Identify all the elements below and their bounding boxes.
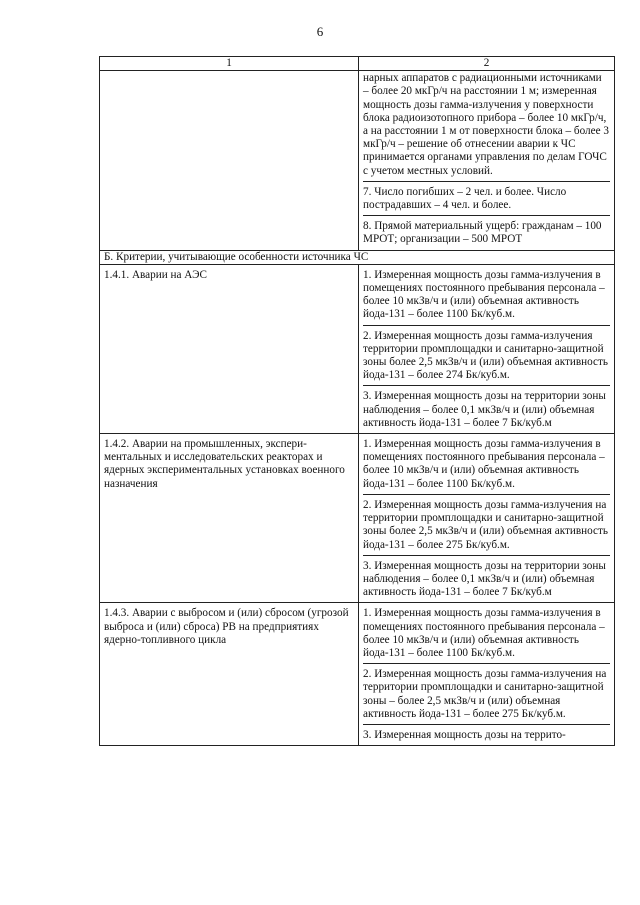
criteria-table: [99, 56, 615, 746]
row-label: 1.4.3. Аварии с выбросом и (или) сбросом (угрозой выброса и (или) сброса) РВ на предприятиях ядерно-топливного цикла: [100, 603, 359, 746]
column-header-2: 2: [359, 57, 615, 71]
column-header-row: [100, 57, 615, 71]
section-title: Б. Критерии, учитывающие особенности источника ЧС: [100, 250, 615, 264]
criterion-item: 3. Измеренная мощность дозы на террито-: [363, 728, 566, 741]
criterion-item: 1. Измеренная мощность дозы гамма-излучения в помещениях постоянного пребывания персонала – более 10 мкЗв/ч и (или) объемная активность йода-131 – более 1100 Бк/куб.м.: [363, 265, 610, 326]
criteria-cell: [359, 71, 615, 250]
table-row: [100, 71, 615, 250]
table-row: [100, 264, 615, 433]
criterion-item: 3. Измеренная мощность дозы на территории зоны наблюдения – более 0,1 мкЗв/ч и (или) объемная активность йода-131 – более 7 Бк/куб.м: [363, 559, 606, 599]
criterion-item: 2. Измеренная мощность дозы гамма-излучения на территории промплощадки и санитарно-защитной зоны более 2,5 мкЗв/ч и (или) объемная активность йода-131 – более 275 Бк/куб.м.: [363, 495, 610, 556]
section-row: [100, 250, 615, 264]
table-row: [100, 603, 615, 746]
criterion-item: 1. Измеренная мощность дозы гамма-излучения в помещениях постоянного пребывания персонала – более 10 мкЗв/ч и (или) объемная активность йода-131 – более 1100 Бк/куб.м.: [363, 603, 610, 664]
page-number: 6: [316, 24, 324, 39]
column-header-1: 1: [100, 57, 359, 71]
criteria-cell: [359, 603, 615, 746]
label-cell: [100, 71, 359, 250]
criterion-item: 7. Число погибших – 2 чел. и более. Число пострадавших – 4 чел. и более.: [363, 182, 610, 216]
criteria-cell: [359, 434, 615, 603]
criterion-item: 2. Измеренная мощность дозы гамма-излучения территории промплощадки и санитарно-защитной зоны более 2,5 мкЗв/ч и (или) объемная активность йода-131 – более 274 Бк/куб.м.: [363, 326, 610, 387]
criterion-item: нарных аппаратов с радиационными источниками – более 20 мкГр/ч на расстоянии 1 м; измеренная мощность дозы гамма-излучения у поверхности блока радиоизотопного прибора – более 10 мкГр/ч, а на расстоянии 1 м от поверхности блока – более 3 мкГр/ч – решение об отнесении аварии к ЧС принимается органами управления по делам ГОЧС с учетом местных условий.: [363, 71, 610, 182]
criterion-item: 8. Прямой материальный ущерб: гражданам – 100 МРОТ; организации – 500 МРОТ: [363, 220, 602, 246]
table-row: [100, 434, 615, 603]
criterion-item: 2. Измеренная мощность дозы гамма-излучения на территории промплощадки и санитарно-защитной зоны – более 2,5 мкЗв/ч и (или) объемная активность йода-131 – более 275 Бк/куб.м.: [363, 664, 610, 725]
row-label: 1.4.1. Аварии на АЭС: [100, 264, 359, 433]
criteria-cell: [359, 264, 615, 433]
row-label: 1.4.2. Аварии на промышленных, экспериментальных и исследовательских реакторах и ядерных экспериментальных установках военного назначения: [100, 434, 359, 603]
criterion-item: 3. Измеренная мощность дозы на территории зоны наблюдения – более 0,1 мкЗв/ч и (или) объемная активность йода-131 – более 7 Бк/куб.м: [363, 390, 606, 429]
criterion-item: 1. Измеренная мощность дозы гамма-излучения в помещениях постоянного пребывания персонала – более 10 мкЗв/ч и (или) объемная активность йода-131 – более 1100 Бк/куб.м.: [363, 434, 610, 495]
